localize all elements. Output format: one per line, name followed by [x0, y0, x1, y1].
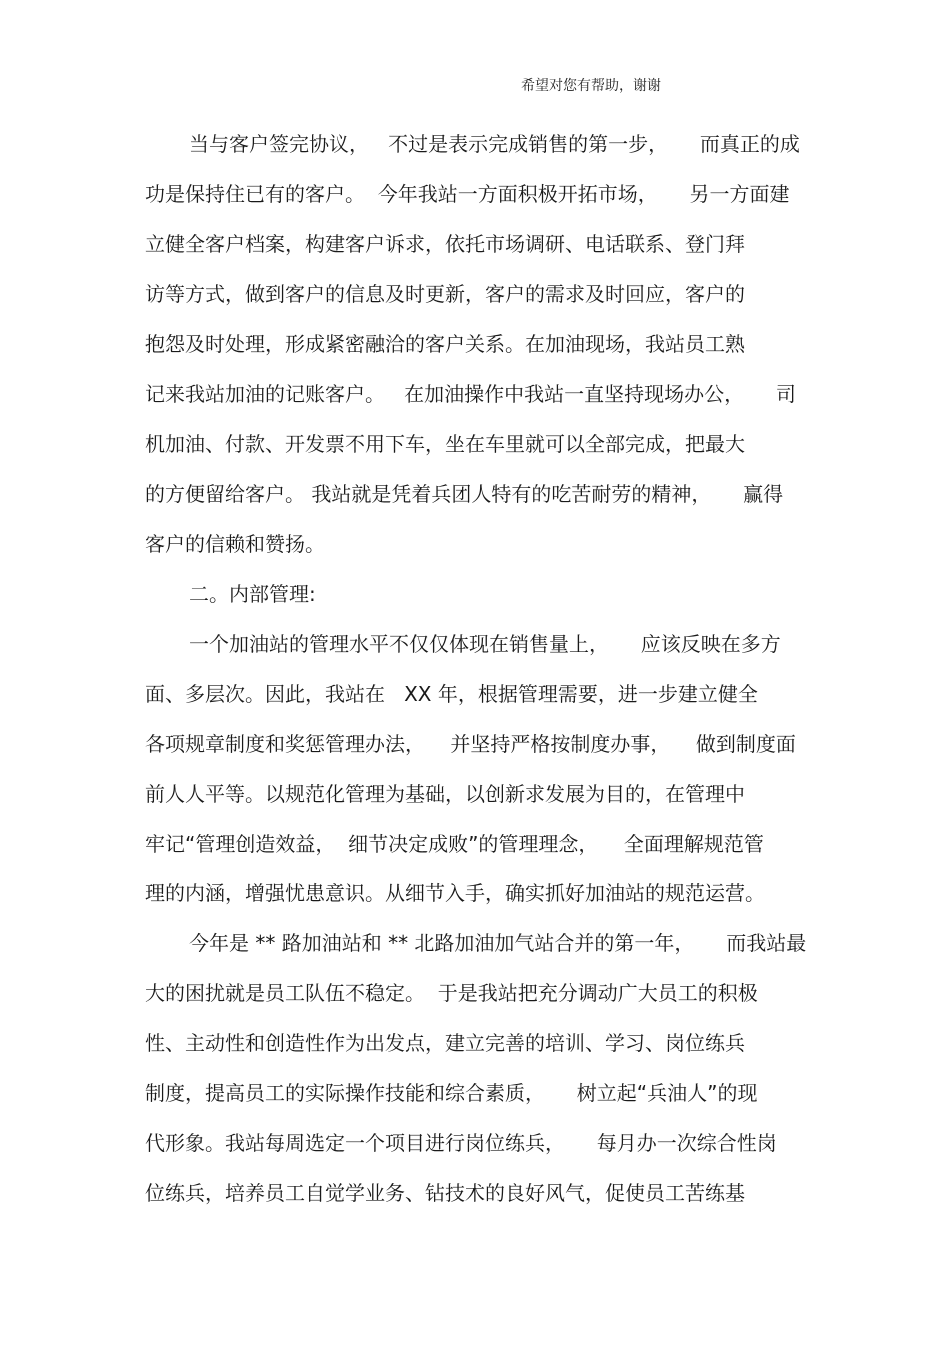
text-line: 今年是 ** 路加油站和 ** 北路加油加气站合并的第一年， 而我站最: [189, 931, 807, 955]
text-line: 性、主动性和创造性作为出发点，建立完善的培训、学习、岗位练兵: [145, 1031, 745, 1055]
text-line: 记来我站加油的记账客户。 在加油操作中我站一直坚持现场办公， 司: [145, 382, 796, 406]
text-line: 立健全客户档案，构建客户诉求，依托市场调研、电话联系、登门拜: [145, 232, 745, 256]
text-line: 一个加油站的管理水平不仅仅体现在销售量上， 应该反映在多方: [189, 632, 781, 656]
text-line: 功是保持住已有的客户。 今年我站一方面积极开拓市场， 另一方面建: [145, 182, 790, 206]
text-line: 前人人平等。以规范化管理为基础，以创新求发展为目的，在管理中: [145, 782, 745, 806]
text-line: 理的内涵，增强忧患意识。从细节入手，确实抓好加油站的规范运营。: [145, 881, 765, 905]
header-note: 希望对您有帮助，谢谢: [521, 78, 661, 94]
text-line: 面、多层次。因此，我站在 XX 年，根据管理需要，进一步建立健全: [145, 682, 758, 706]
text-line: 制度，提高员工的实际操作技能和综合素质， 树立起“兵油人”的现: [145, 1081, 758, 1105]
text-line: 当与客户签完协议， 不过是表示完成销售的第一步， 而真正的成: [189, 132, 800, 156]
text-line: 的方便留给客户。 我站就是凭着兵团人特有的吃苦耐劳的精神， 赢得: [145, 482, 784, 506]
text-line: 机加油、付款、开发票不用下车，坐在车里就可以全部完成，把最大: [145, 432, 745, 456]
text-line: 牢记“管理创造效益， 细节决定成败”的管理理念， 全面理解规范管: [145, 832, 764, 856]
text-line: 访等方式，做到客户的信息及时更新，客户的需求及时回应，客户的: [145, 282, 745, 306]
text-line: 代形象。我站每周选定一个项目进行岗位练兵， 每月办一次综合性岗: [145, 1131, 777, 1155]
text-line: 位练兵，培养员工自觉学业务、钻技术的良好风气，促使员工苦练基: [145, 1181, 745, 1205]
section-heading: 二。内部管理:: [189, 582, 316, 606]
text-line: 大的困扰就是员工队伍不稳定。 于是我站把充分调动广大员工的积极: [145, 981, 758, 1005]
text-line: 客户的信赖和赞扬。: [145, 532, 325, 556]
text-line: 各项规章制度和奖惩管理办法， 并坚持严格按制度办事， 做到制度面: [145, 732, 796, 756]
text-line: 抱怨及时处理，形成紧密融洽的客户关系。在加油现场，我站员工熟: [145, 332, 745, 356]
